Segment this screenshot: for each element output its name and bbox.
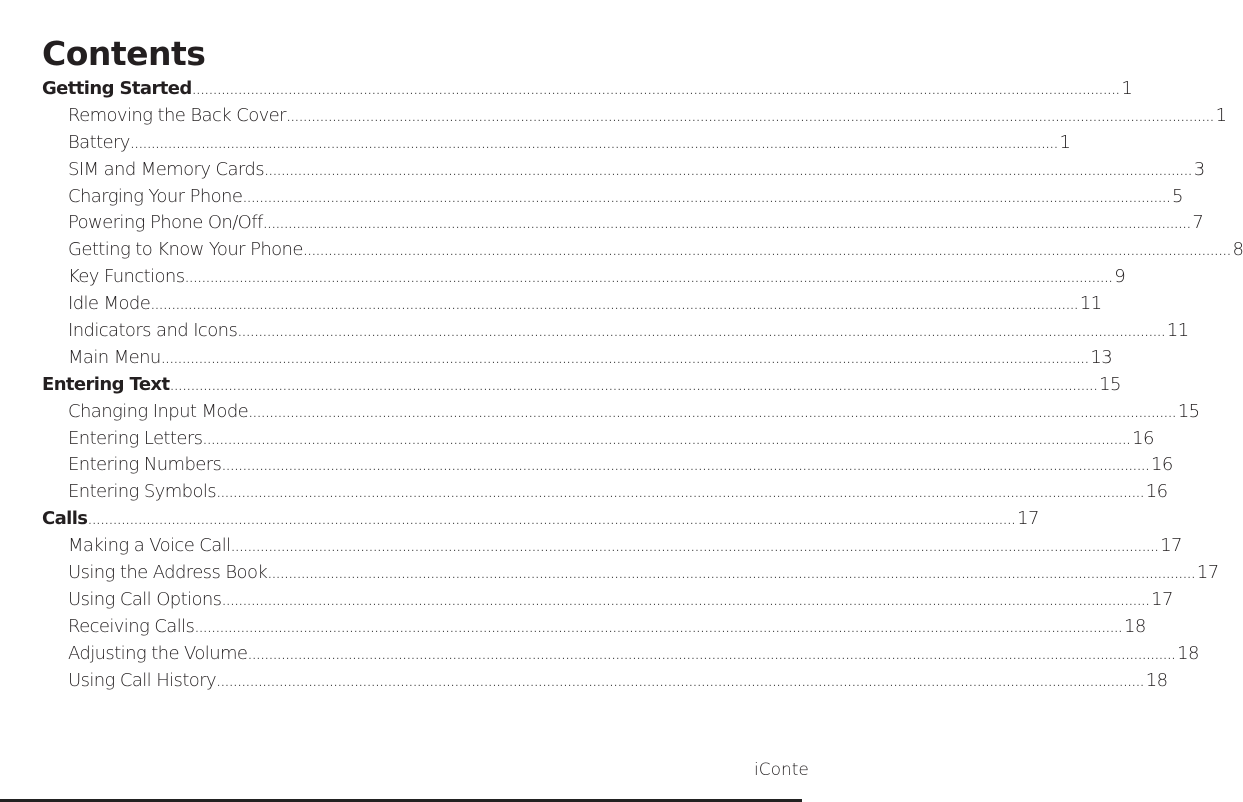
toc-entry-label: Changing Input Mode bbox=[68, 400, 249, 422]
toc-entry[interactable] bbox=[42, 669, 1168, 697]
dot-leader bbox=[249, 409, 1177, 420]
toc-page-number: 8 bbox=[1232, 239, 1243, 261]
toc-page-number: 13 bbox=[1090, 346, 1113, 368]
dot-leader bbox=[217, 678, 1145, 689]
toc-page-number: 15 bbox=[1099, 373, 1121, 395]
toc-entry[interactable] bbox=[42, 427, 1154, 455]
dot-leader bbox=[217, 489, 1145, 500]
toc-entry-label: Getting Started bbox=[42, 78, 192, 99]
toc-entry[interactable] bbox=[42, 320, 1189, 347]
toc-entry[interactable] bbox=[42, 185, 1183, 213]
toc-entry[interactable] bbox=[42, 588, 1173, 616]
table-of-contents bbox=[42, 78, 1243, 696]
toc-entry[interactable] bbox=[42, 346, 1113, 374]
dot-leader bbox=[304, 247, 1232, 258]
dot-leader bbox=[287, 113, 1215, 124]
dot-leader bbox=[243, 194, 1171, 205]
toc-entry[interactable] bbox=[42, 400, 1200, 428]
toc-entry[interactable] bbox=[42, 615, 1146, 643]
toc-page-number: 9 bbox=[1114, 266, 1126, 288]
toc-page-number: 7 bbox=[1192, 212, 1204, 234]
toc-entry[interactable] bbox=[42, 158, 1205, 186]
toc-page-number: 1 bbox=[1215, 104, 1227, 126]
toc-page-number: 16 bbox=[1132, 427, 1154, 449]
dot-leader bbox=[222, 462, 1150, 473]
toc-entry[interactable] bbox=[42, 481, 1168, 508]
toc-entry-label: Calls bbox=[42, 508, 88, 530]
toc-section-entry[interactable] bbox=[42, 508, 1039, 535]
dot-leader bbox=[151, 301, 1079, 312]
toc-page-number: 11 bbox=[1166, 320, 1189, 342]
toc-entry-label: SIM and Memory Cards bbox=[68, 158, 264, 180]
toc-page-number: 16 bbox=[1145, 481, 1168, 503]
toc-entry-label: Entering Symbols bbox=[68, 481, 217, 503]
toc-entry-label: Entering Text bbox=[42, 373, 170, 395]
toc-entry-label: Removing the Back Cover bbox=[68, 104, 286, 126]
dot-leader bbox=[238, 328, 1166, 339]
toc-section-entry[interactable] bbox=[42, 373, 1121, 401]
dot-leader bbox=[170, 382, 1098, 393]
dot-leader bbox=[222, 597, 1150, 608]
dot-leader bbox=[162, 355, 1090, 366]
footer-text: iConte bbox=[754, 760, 809, 780]
toc-page-number: 1 bbox=[1121, 78, 1133, 99]
toc-entry-label: Charging Your Phone bbox=[68, 185, 243, 207]
toc-entry-label: Getting to Know Your Phone bbox=[68, 239, 303, 261]
toc-entry[interactable] bbox=[42, 535, 1182, 562]
toc-page-number: 17 bbox=[1160, 535, 1182, 557]
toc-page-number: 17 bbox=[1196, 562, 1219, 584]
toc-entry-label: Idle Mode bbox=[68, 293, 151, 315]
toc-section-entry[interactable] bbox=[42, 78, 1133, 105]
toc-page-number: 18 bbox=[1124, 615, 1146, 637]
dot-leader bbox=[248, 651, 1176, 662]
toc-entry[interactable] bbox=[42, 562, 1219, 589]
toc-entry[interactable] bbox=[42, 239, 1243, 266]
dot-leader bbox=[203, 436, 1131, 447]
toc-entry-label: Using the Address Book bbox=[68, 562, 268, 584]
toc-entry[interactable] bbox=[42, 642, 1199, 670]
toc-page-number: 18 bbox=[1177, 642, 1199, 664]
dot-leader bbox=[88, 516, 1016, 527]
toc-entry-label: Receiving Calls bbox=[68, 615, 195, 637]
toc-page-number: 5 bbox=[1172, 185, 1183, 207]
dot-leader bbox=[195, 624, 1123, 635]
toc-entry[interactable] bbox=[42, 454, 1173, 481]
dot-leader bbox=[268, 570, 1196, 581]
dot-leader bbox=[265, 167, 1193, 178]
toc-entry[interactable] bbox=[42, 131, 1071, 159]
dot-leader bbox=[131, 140, 1059, 151]
toc-entry-label: Entering Numbers bbox=[68, 454, 222, 476]
toc-entry-label: Battery bbox=[68, 131, 130, 153]
toc-page-number: 3 bbox=[1193, 158, 1205, 180]
toc-entry-label: Entering Letters bbox=[68, 427, 203, 449]
toc-page-number: 15 bbox=[1177, 400, 1200, 422]
toc-entry[interactable] bbox=[42, 212, 1204, 239]
toc-entry-label: Key Functions bbox=[68, 266, 185, 288]
toc-entry-label: Powering Phone On/Off bbox=[68, 212, 263, 234]
dot-leader bbox=[193, 86, 1121, 97]
toc-entry-label: Adjusting the Volume bbox=[68, 642, 248, 664]
toc-entry-label: Using Call History bbox=[68, 669, 217, 691]
toc-entry[interactable] bbox=[42, 104, 1227, 132]
dot-leader bbox=[186, 274, 1114, 285]
dot-leader bbox=[232, 543, 1160, 554]
toc-page-number: 1 bbox=[1059, 131, 1071, 153]
toc-entry[interactable] bbox=[42, 293, 1102, 320]
toc-entry-label: Using Call Options bbox=[68, 588, 222, 610]
page-title: Contents bbox=[42, 34, 206, 73]
toc-page-number: 17 bbox=[1017, 508, 1039, 530]
toc-entry-label: Making a Voice Call bbox=[68, 535, 231, 557]
toc-page-number: 11 bbox=[1079, 293, 1102, 315]
dot-leader bbox=[264, 220, 1192, 231]
toc-entry[interactable] bbox=[42, 266, 1126, 293]
toc-entry-label: Main Menu bbox=[68, 346, 161, 368]
toc-entry-label: Indicators and Icons bbox=[68, 320, 238, 342]
toc-page-number: 16 bbox=[1151, 454, 1173, 476]
toc-page-number: 17 bbox=[1151, 588, 1173, 610]
toc-page-number: 18 bbox=[1145, 669, 1168, 691]
